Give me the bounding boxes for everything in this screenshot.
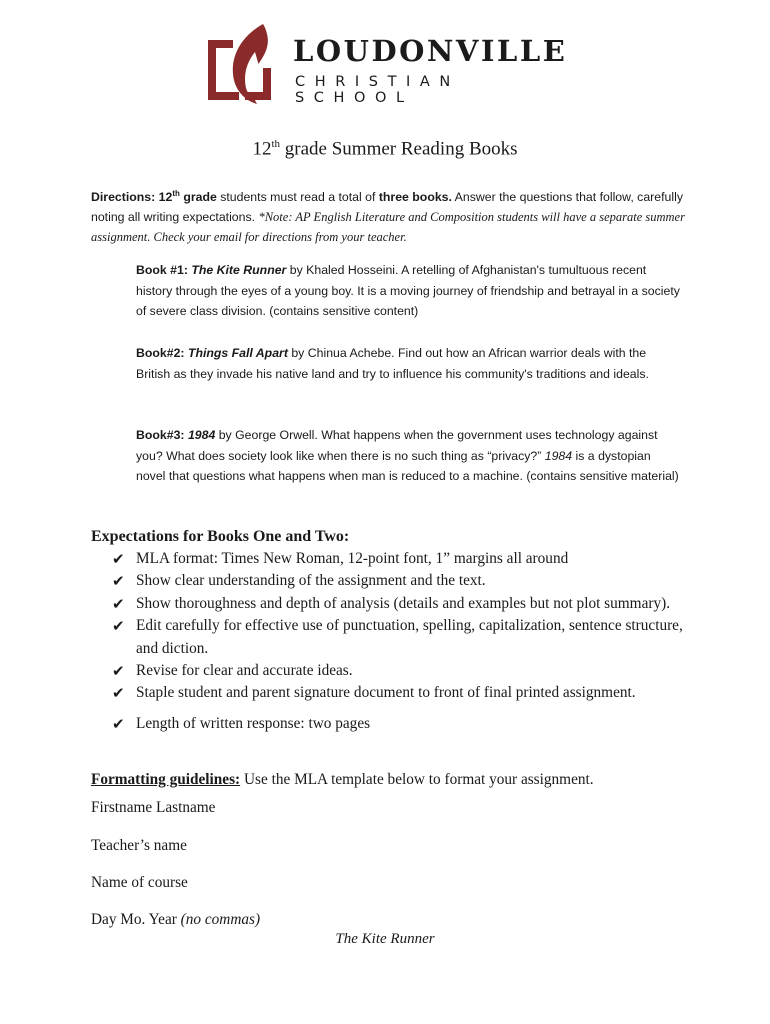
list-item	[112, 593, 692, 615]
expectation-text: Staple student and parent signature document to front of final printed assignment.	[136, 684, 636, 702]
mla-date	[91, 911, 260, 929]
book-3-title: 1984	[187, 428, 216, 442]
directions-grade-word: grade	[179, 190, 217, 205]
book-1-description	[136, 260, 681, 322]
list-item	[112, 713, 692, 735]
expectation-text: Length of written response: two pages	[136, 714, 371, 732]
checkmark-icon: ✔	[112, 714, 125, 733]
expectation-text: Revise for clear and accurate ideas.	[136, 662, 353, 680]
directions-book-count: three books.	[378, 190, 452, 205]
list-item	[112, 660, 692, 682]
directions-text-1: students must read a total of	[216, 190, 379, 205]
book-3-desc-italic: 1984	[544, 448, 573, 463]
book-3-description	[136, 425, 681, 487]
mla-date-text: Day Mo. Year	[91, 911, 181, 928]
formatting-label: Formatting guidelines:	[91, 771, 241, 788]
expectations-list	[112, 548, 692, 735]
flame-shield-logo-icon	[205, 22, 277, 106]
list-item	[112, 615, 692, 660]
book-1-label: Book #1:	[136, 263, 192, 277]
mla-teacher-name: Teacher’s name	[91, 837, 187, 854]
book-2-label: Book#2:	[136, 346, 188, 360]
list-item	[112, 548, 692, 570]
mla-student-name: Firstname Lastname	[91, 799, 216, 816]
checkmark-icon: ✔	[112, 684, 125, 703]
directions-ap-note: *Note: AP English Literature and Composition students will have a separate summer assignment. Check your email for directions from your teacher.	[91, 210, 685, 245]
book-2-title: Things Fall Apart	[187, 346, 288, 360]
directions-label: Directions:	[91, 190, 156, 205]
book-3-label: Book#3:	[136, 428, 188, 442]
book-3-desc-b: is a dystopian novel that questions what happens when man is reduced to a machine. (contains sensitive material)	[136, 448, 679, 484]
book-3-desc-a: What happens when the government uses technology against you? What does society look like when there is no such thing as “privacy?”	[136, 428, 658, 463]
checkmark-icon: ✔	[112, 572, 125, 591]
expectation-text: Show clear understanding of the assignment and the text.	[136, 572, 486, 590]
expectation-text: MLA format: Times New Roman, 12-point font, 1” margins all around	[136, 550, 569, 567]
book-1-desc: A retelling of Afghanistan's tumultuous recent history through the eyes of a young boy. It is a moving journey of friendship and betrayal in a society of severe class division. (contains sensitive content)	[136, 263, 680, 319]
directions-grade-sup: th	[172, 189, 180, 198]
formatting-text: Use the MLA template below to format your assignment.	[240, 771, 594, 788]
expectation-text: Show thoroughness and depth of analysis (details and examples but not plot summary).	[136, 594, 671, 612]
book-2-desc: Find out how an African warrior deals with the British as they invade his native land and try to influence his community's traditions and ideals.	[136, 346, 649, 381]
mla-course-name: Name of course	[91, 874, 188, 891]
checkmark-icon: ✔	[112, 662, 125, 681]
book-2-description	[136, 343, 681, 384]
expectation-text: Edit carefully for effective use of punctuation, spelling, capitalization, sentence structure, and diction.	[136, 617, 683, 657]
logo-school-name: LOUDONVILLE	[293, 34, 568, 68]
directions-text-2: Answer the questions that follow, carefully noting all writing expectations.	[91, 190, 683, 225]
list-item	[112, 682, 692, 704]
book-3-author: by George Orwell.	[215, 428, 318, 442]
mla-essay-title: The Kite Runner	[335, 931, 435, 947]
mla-date-note: (no commas)	[180, 911, 261, 928]
expectations-heading: Expectations for Books One and Two:	[91, 528, 350, 545]
book-2-author: by Chinua Achebe.	[287, 346, 395, 360]
title-text: grade Summer Reading Books	[280, 138, 518, 160]
directions-grade-num: 12	[158, 190, 173, 205]
book-1-title: The Kite Runner	[191, 263, 287, 277]
formatting-guidelines	[91, 771, 691, 789]
checkmark-icon: ✔	[112, 617, 125, 636]
page-title	[0, 138, 770, 160]
directions-paragraph	[91, 184, 691, 247]
checkmark-icon: ✔	[112, 594, 125, 613]
book-1-author: by Khaled Hosseini.	[286, 263, 399, 277]
title-grade: 12	[252, 138, 272, 160]
checkmark-icon: ✔	[112, 550, 125, 568]
title-grade-suffix: th	[271, 138, 281, 150]
list-item	[112, 570, 692, 592]
logo-subtitle: CHRISTIAN SCHOOL	[295, 74, 460, 106]
school-logo	[205, 22, 575, 108]
